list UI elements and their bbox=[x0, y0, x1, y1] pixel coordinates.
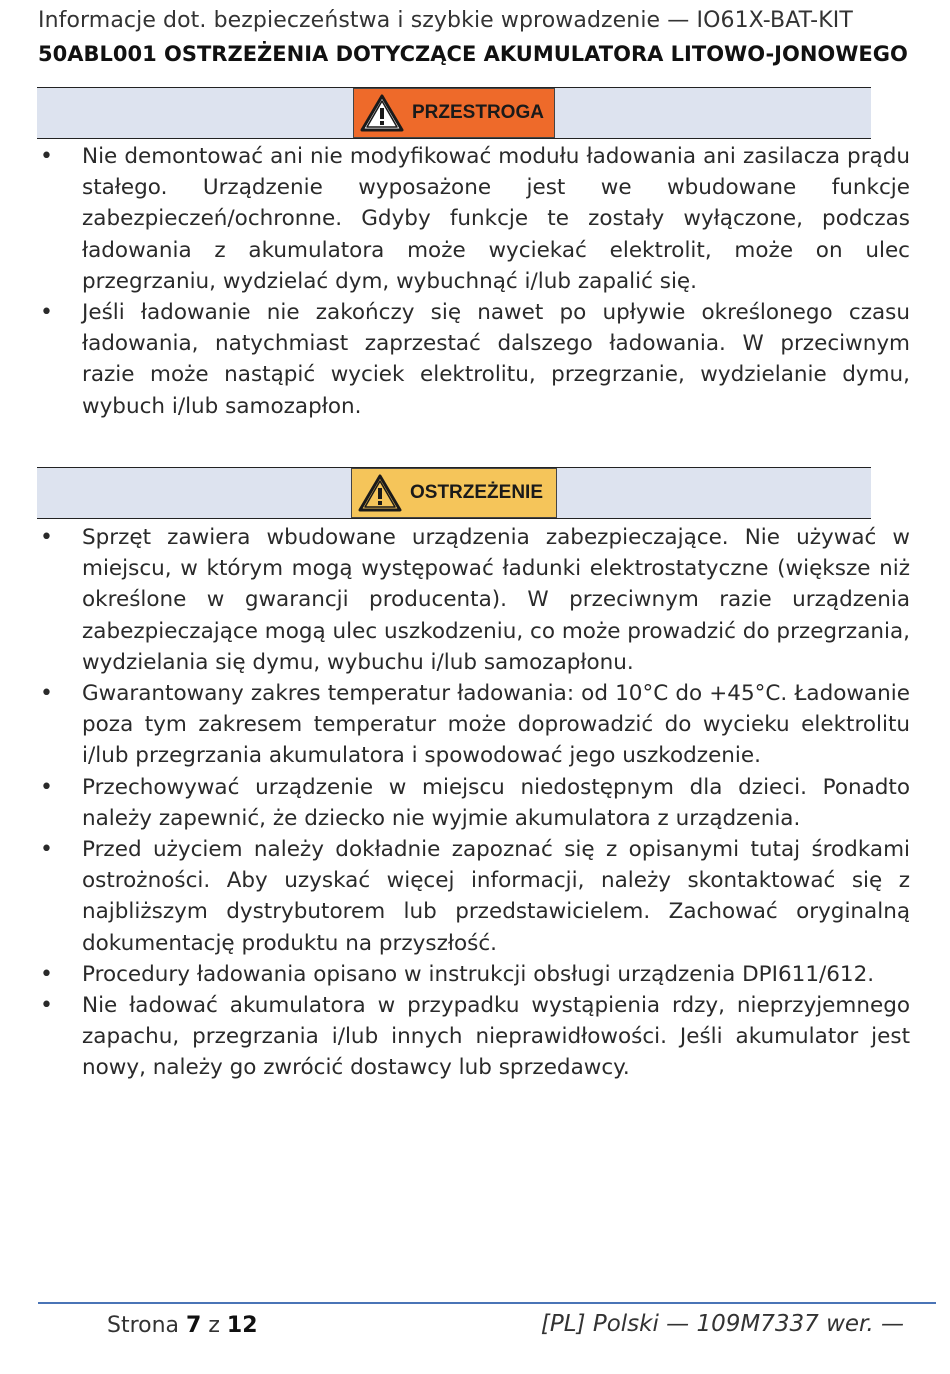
bullet-dot: • bbox=[40, 837, 53, 863]
header-title: Informacje dot. bezpieczeństwa i szybkie wprowadzenie — IO61X-BAT-KIT bbox=[38, 8, 853, 33]
list-item: • Nie demontować ani nie modyfikować modułu ładowania ani zasilacza prądu stałego. Urządzenie wyposażone jest we wbudowane funkcje zabezpieczeń/ochronne. Gdyby funkcje te zostały wyłączone, podczas ładowania z akumulatora może wyciekać elektrolit, może on ulec przegrzaniu, wydzielać dym, wybuchnąć i/lub zapalić się. bbox=[38, 141, 910, 297]
bullet-dot: • bbox=[40, 681, 53, 707]
page-number: Strona 7 z 12 bbox=[107, 1313, 258, 1338]
bullet-dot: • bbox=[40, 144, 53, 169]
footer-rule bbox=[38, 1302, 936, 1304]
page-current: 7 bbox=[186, 1313, 202, 1338]
warning-banner bbox=[37, 467, 871, 519]
warning-triangle-icon bbox=[358, 474, 402, 512]
list-item: • Nie ładować akumulatora w przypadku wystąpienia rdzy, nieprzyjemnego zapachu, przegrzania i/lub innych nieprawidłowości. Jeśli akumulator jest nowy, należy go zwrócić dostawcy lub sprzedawcy. bbox=[38, 990, 910, 1084]
list-item: • Gwarantowany zakres temperatur ładowania: od 10°C do +45°C. Ładowanie poza tym zakresem temperatur może doprowadzić do wycieku elektrolitu i/lub przegrzania akumulatora i spowodować jego uszkodzenie. bbox=[38, 678, 910, 772]
caution-banner bbox=[37, 87, 871, 139]
warning-label: OSTRZEŻENIE bbox=[410, 482, 544, 503]
bullet-dot: • bbox=[40, 993, 53, 1019]
list-item: • Sprzęt zawiera wbudowane urządzenia zabezpieczające. Nie używać w miejscu, w którym mogą występować ładunki elektrostatyczne (większe niż określone w gwarancji producenta). W przeciwnym razie urządzenia zabezpieczające mogą ulec uszkodzeniu, co może prowadzić do przegrzania, wydzielania się dymu, wybuchu i/lub samozapłonu. bbox=[38, 522, 910, 678]
list-item: • Przechowywać urządzenie w miejscu niedostępnym dla dzieci. Ponadto należy zapewnić, że dziecko nie wyjmie akumulatora z urządzenia. bbox=[38, 772, 910, 834]
bullet-dot: • bbox=[40, 300, 53, 326]
warning-list bbox=[38, 522, 910, 1084]
bullet-dot: • bbox=[40, 774, 53, 800]
caution-badge bbox=[353, 88, 555, 138]
caution-list bbox=[38, 141, 910, 422]
caution-label: PRZESTROGA bbox=[412, 102, 544, 123]
section-title: 50ABL001 OSTRZEŻENIA DOTYCZĄCE AKUMULATORA LITOWO-JONOWEGO bbox=[38, 42, 908, 66]
list-item: • Procedury ładowania opisano w instrukcji obsługi urządzenia DPI611/612. bbox=[38, 959, 910, 990]
page-total: 12 bbox=[226, 1313, 258, 1338]
warning-badge bbox=[351, 468, 557, 518]
list-item: • Przed użyciem należy dokładnie zapoznać się z opisanymi tutaj środkami ostrożności. Aby uzyskać więcej informacji, należy skontaktować się z najbliższym dystrybutorem lub przedstawicielem. Zachować oryginalną dokumentację produktu na przyszłość. bbox=[38, 834, 910, 959]
document-code: [PL] Polski — 109M7337 wer. — bbox=[540, 1311, 904, 1337]
bullet-dot: • bbox=[40, 525, 53, 550]
warning-triangle-icon bbox=[360, 94, 404, 132]
bullet-dot: • bbox=[40, 961, 53, 987]
list-item: • Jeśli ładowanie nie zakończy się nawet po upływie określonego czasu ładowania, natychmiast zaprzestać dalszego ładowania. W przeciwnym razie może nastąpić wyciek elektrolitu, przegrzanie, wydzielanie dymu, wybuch i/lub samozapłon. bbox=[38, 297, 910, 422]
